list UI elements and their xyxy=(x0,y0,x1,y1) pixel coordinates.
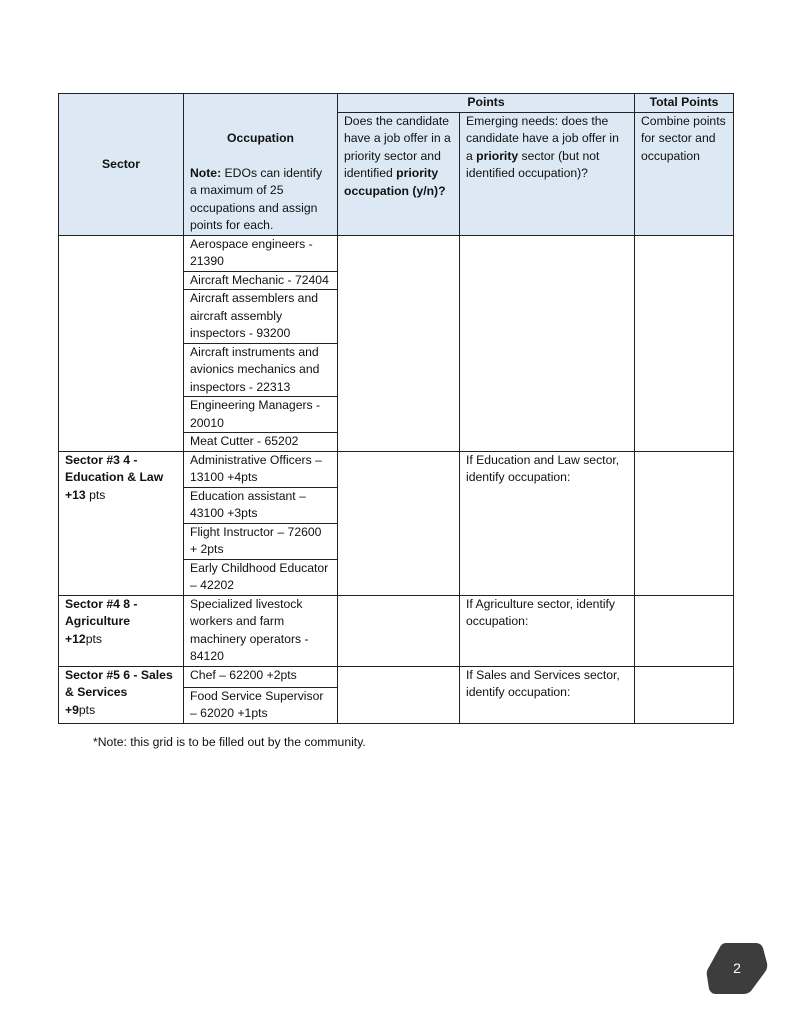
group4-emerging-cell: If Sales and Services sector, identify occupation: xyxy=(460,666,635,723)
occupation-cell: Engineering Managers - 20010 xyxy=(184,397,338,433)
group3-emerging-cell: If Agriculture sector, identify occupation: xyxy=(460,595,635,666)
sector-title: Sector #3 4 - Education & Law xyxy=(65,452,164,484)
page-number-badge xyxy=(706,941,768,995)
sector-points: +12 xyxy=(65,631,86,646)
header-sector-label: Sector xyxy=(102,156,140,171)
group1-sector-cell xyxy=(59,235,184,451)
header-sector xyxy=(59,94,184,236)
occupation-cell: Administrative Officers – 13100 +4pts xyxy=(184,451,338,487)
group4-priority-answer-cell xyxy=(338,666,460,723)
sector-points: +13 xyxy=(65,487,86,502)
header-total-points-label: Total Points xyxy=(649,95,719,109)
group2-priority-answer-cell xyxy=(338,451,460,595)
header-emerging-needs-question: Emerging needs: does the candidate have a job offer in a priority sector (but not identified occupation)? xyxy=(460,112,635,235)
sector-title: Sector #4 8 - Agriculture xyxy=(65,596,138,628)
occupation-cell: Aircraft assemblers and aircraft assembly inspectors - 93200 xyxy=(184,290,338,344)
group4-sector-cell: Sector #5 6 - Sales & Services +9pts xyxy=(59,666,184,723)
header-priority-occupation-question: Does the candidate have a job offer in a priority sector and identified priority occupation (y/n)? xyxy=(338,112,460,235)
grid-footnote: *Note: this grid is to be filled out by the community. xyxy=(93,735,366,749)
occupation-cell: Specialized livestock workers and farm machinery operators - 84120 xyxy=(184,595,338,666)
group2-total-cell xyxy=(635,451,734,595)
sector-title: Sector #5 6 - Sales & Services xyxy=(65,667,173,699)
header-occupation-label: Occupation xyxy=(226,131,295,145)
occupation-cell: Meat Cutter - 65202 xyxy=(184,433,338,452)
header-occupation xyxy=(184,94,338,236)
group3-priority-answer-cell xyxy=(338,595,460,666)
occupation-cell: Aircraft Mechanic - 72404 xyxy=(184,271,338,290)
occupation-cell: Aerospace engineers - 21390 xyxy=(184,235,338,271)
header-combine-points: Combine points for sector and occupation xyxy=(635,112,734,235)
page-number: 2 xyxy=(733,960,741,976)
header-points-label: Points xyxy=(467,95,505,109)
occupation-cell: Flight Instructor – 72600 + 2pts xyxy=(184,523,338,559)
group2-emerging-cell: If Education and Law sector, identify occupation: xyxy=(460,451,635,595)
occupation-cell: Education assistant – 43100 +3pts xyxy=(184,487,338,523)
sector-points: +9 xyxy=(65,702,79,717)
header-occupation-note: Note: EDOs can identify a maximum of 25 occupations and assign points for each. xyxy=(190,165,323,232)
occupation-cell: Food Service Supervisor – 62020 +1pts xyxy=(184,687,338,723)
occupation-cell: Aircraft instruments and avionics mechanics and inspectors - 22313 xyxy=(184,343,338,397)
header-total-points xyxy=(635,94,734,113)
group3-total-cell xyxy=(635,595,734,666)
occupation-cell: Chef – 62200 +2pts xyxy=(184,666,338,687)
group1-priority-answer-cell xyxy=(338,235,460,451)
points-grid-table xyxy=(58,93,734,724)
header-points xyxy=(338,94,635,113)
group3-sector-cell: Sector #4 8 - Agriculture +12pts xyxy=(59,595,184,666)
group2-sector-cell: Sector #3 4 - Education & Law +13 pts xyxy=(59,451,184,595)
group1-emerging-cell xyxy=(460,235,635,451)
group4-total-cell xyxy=(635,666,734,723)
group1-total-cell xyxy=(635,235,734,451)
occupation-cell: Early Childhood Educator – 42202 xyxy=(184,559,338,595)
